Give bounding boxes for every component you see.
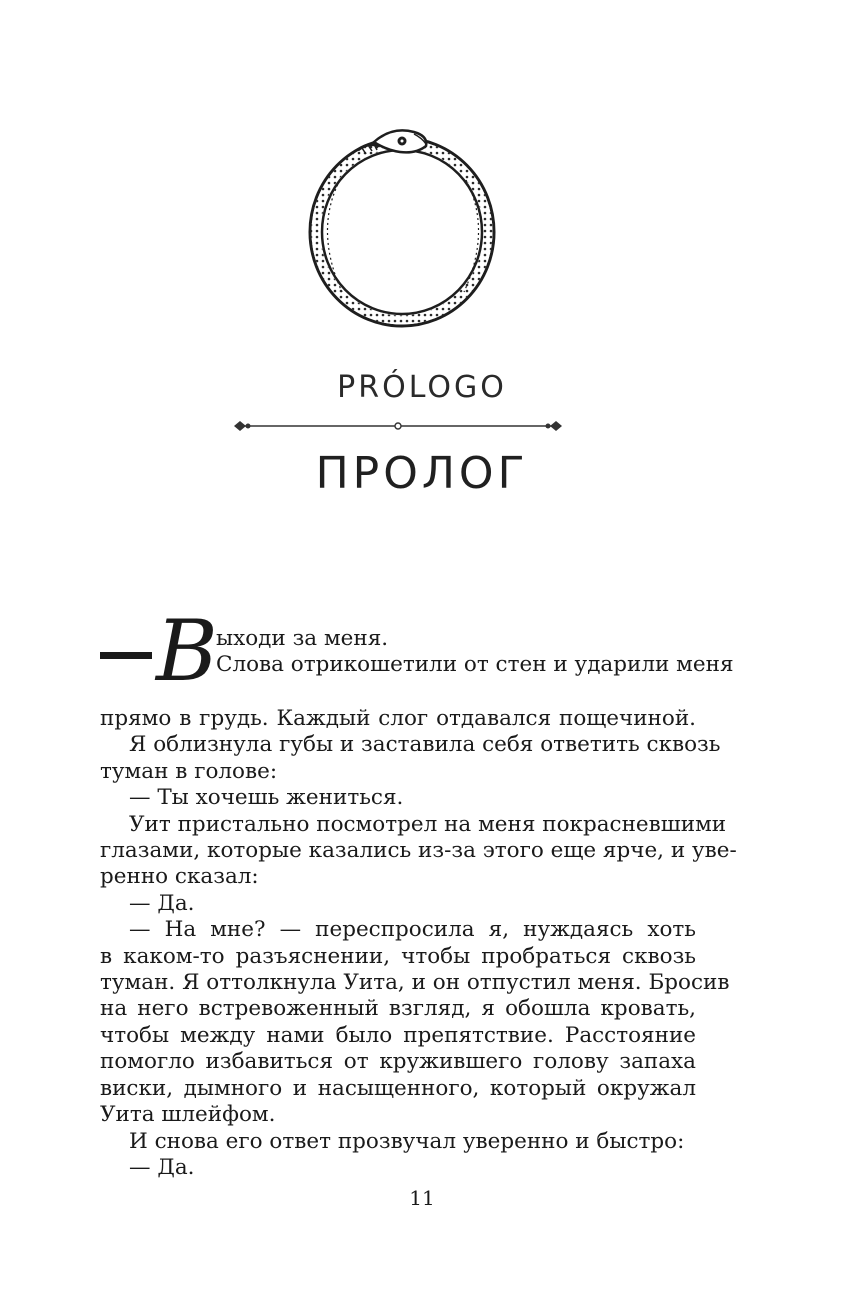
dropcap-letter: В [156, 602, 218, 700]
chapter-subtitle: PRÓLOGO [337, 370, 507, 405]
text-line: на него встревоженный взгляд, я обошла кровать, [100, 996, 696, 1022]
text-line: — На мне? — переспросила я, нуждаясь хоть [129, 917, 696, 943]
text-line: Я облизнула губы и заставила себя ответить сквозь [129, 732, 721, 758]
text-line: туман в голове: [100, 758, 278, 784]
text-line: чтобы между нами было препятствие. Расстояние [100, 1022, 696, 1048]
text-line: — Да. [129, 890, 195, 916]
opening-paragraph [100, 602, 734, 706]
ornamental-divider-icon [232, 416, 564, 436]
text-line: глазами, которые казались из-за этого еще ярче, и уве- [100, 838, 737, 864]
text-line: ренно сказал: [100, 864, 259, 890]
text-line: ыходи за меня. [216, 626, 389, 651]
text-line: — Да. [129, 1154, 195, 1180]
text-line: виски, дымного и насыщенного, который окружал [100, 1075, 696, 1101]
text-line: прямо в грудь. Каждый слог отдавался пощечиной. [100, 706, 696, 731]
chapter-title: ПРОЛОГ [315, 448, 529, 499]
text-line: — Ты хочешь жениться. [129, 785, 404, 811]
ouroboros-icon [296, 120, 508, 332]
text-line: в каком-то разъяснении, чтобы пробраться сквозь [100, 943, 696, 969]
text-line: туман. Я оттолкнула Уита, и он отпустил меня. Бросив [100, 970, 730, 996]
text-line: Слова отрикошетили от стен и ударили меня [216, 652, 734, 678]
text-line: помогло избавиться от кружившего голову запаха [100, 1049, 696, 1075]
text-line: Уита шлейфом. [100, 1102, 276, 1128]
dropcap-dash [100, 652, 152, 659]
text-line: Уит пристально посмотрел на меня покрасневшими [129, 811, 727, 837]
page-number: 11 [409, 1186, 435, 1210]
prologue-text [100, 602, 737, 1181]
text-line: И снова его ответ прозвучал уверенно и быстро: [129, 1128, 685, 1154]
